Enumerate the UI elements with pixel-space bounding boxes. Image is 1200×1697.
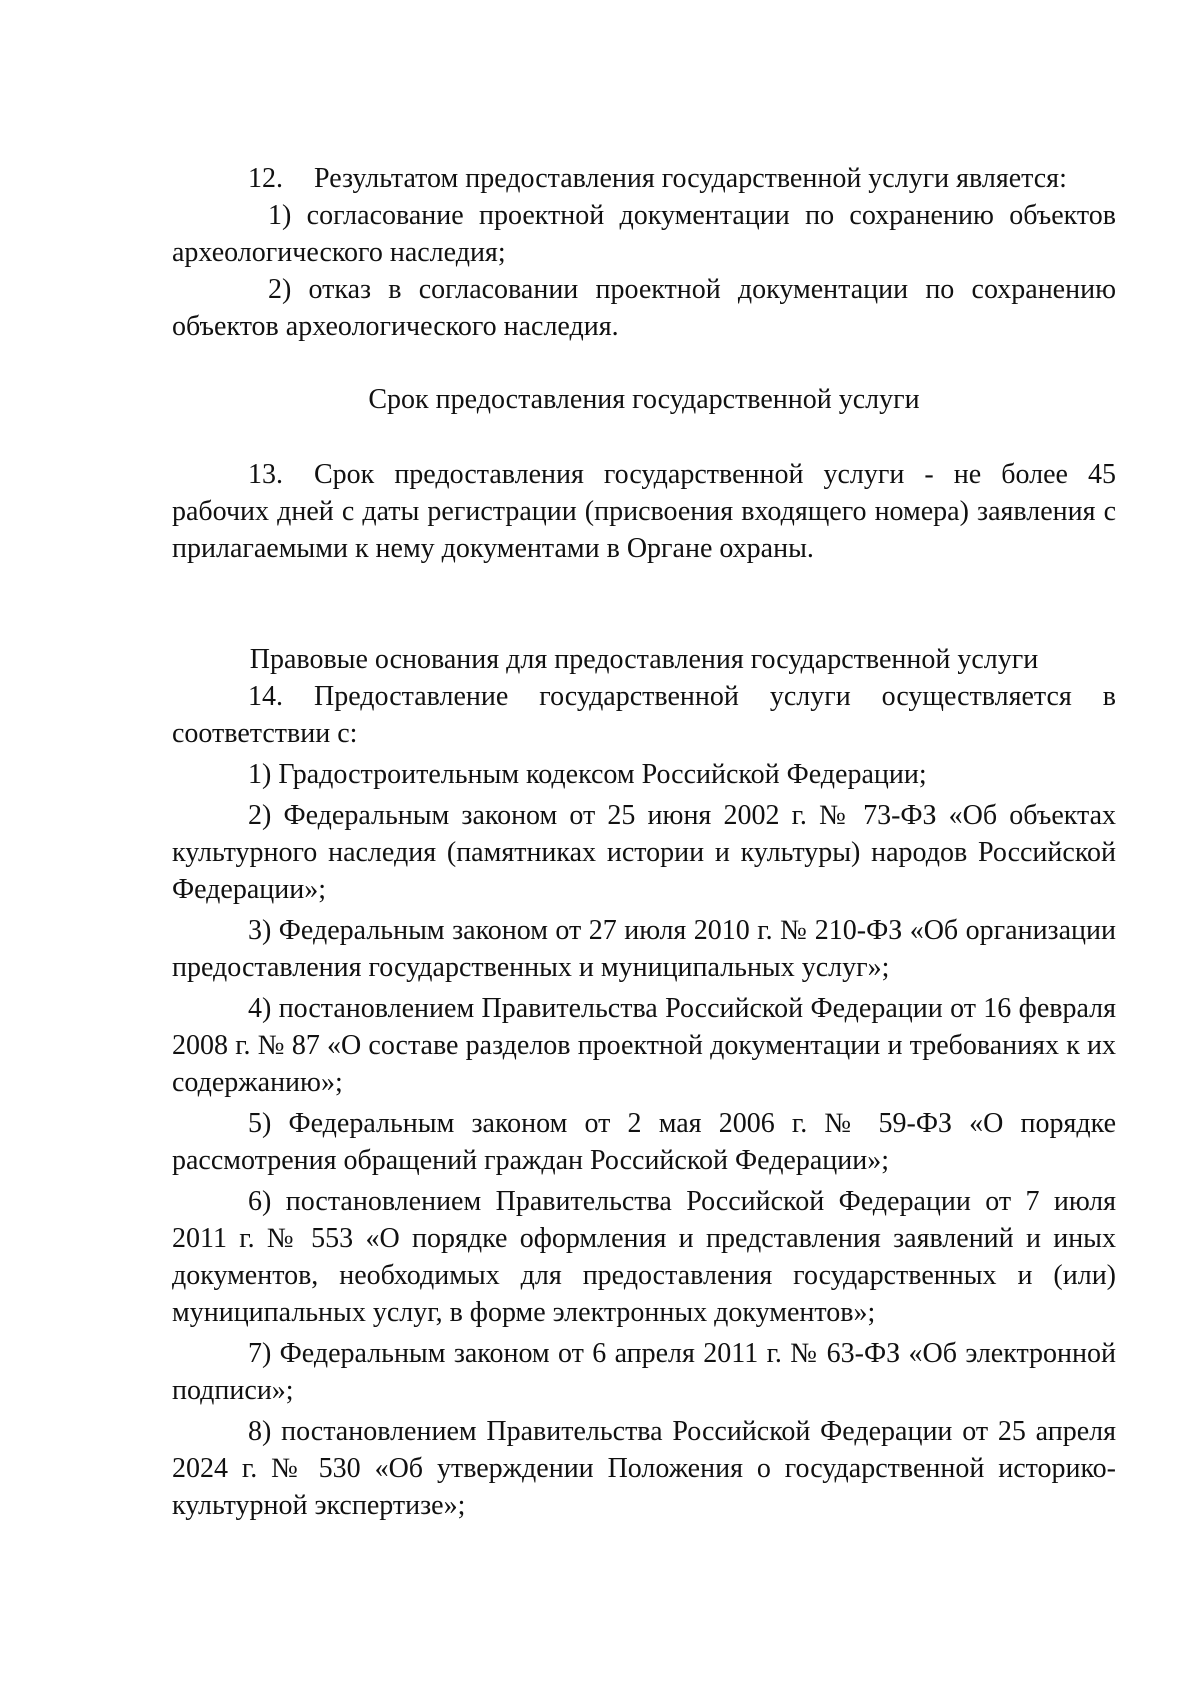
list-item: 1) согласование проектной документации по сохранению объектов археологического наследия;: [172, 200, 1116, 268]
paragraph-13: [172, 456, 1116, 567]
list-item: 4) постановлением Правительства Российской Федерации от 16 февраля 2008 г. № 87 «О составе разделов проектной документации и требованиях к их содержанию»;: [172, 993, 1116, 1098]
list-item: 3) Федеральным законом от 27 июля 2010 г. № 210-ФЗ «Об организации предоставления государственных и муниципальных услуг»;: [172, 915, 1116, 983]
spacer: [172, 418, 1116, 456]
paragraph-number: 14.: [248, 681, 283, 712]
section-heading-legal: Правовые основания для предоставления государственной услуги: [249, 644, 1039, 675]
list-item: 8) постановлением Правительства Российской Федерации от 25 апреля 2024 г. № 530 «Об утверждении Положения о государственной историко-культурной экспертизе»;: [172, 1416, 1116, 1521]
list-item: 7) Федеральным законом от 6 апреля 2011 г. № 63-ФЗ «Об электронной подписи»;: [172, 1338, 1116, 1406]
list-item: 6) постановлением Правительства Российской Федерации от 7 июля 2011 г. № 553 «О порядке оформления и представления заявлений и иных документов, необходимых для предоставления государственных и (или) муниципальных услуг, в форме электронных документов»;: [172, 1186, 1116, 1328]
list-item: 1) Градостроительным кодексом Российской Федерации;: [248, 759, 927, 790]
list-item: 5) Федеральным законом от 2 мая 2006 г. № 59-ФЗ «О порядке рассмотрения обращений граждан Российской Федерации»;: [172, 1108, 1116, 1176]
paragraph-14: [172, 678, 1116, 752]
paragraph-number: 12.: [248, 163, 283, 194]
document-body: [172, 160, 1116, 1524]
paragraph-number: 13.: [248, 459, 283, 490]
paragraph-text: Срок предоставления государственной услуги - не более 45 рабочих дней с даты регистрации (присвоения входящего номера) заявления с прилагаемыми к нему документами в Органе охраны.: [172, 459, 1116, 564]
paragraph-12: [172, 160, 1116, 197]
section-heading-term: Срок предоставления государственной услуги: [368, 384, 920, 415]
paragraph-text: Предоставление государственной услуги осуществляется в соответствии с:: [172, 681, 1116, 749]
paragraph-text: Результатом предоставления государственной услуги является:: [314, 163, 1067, 194]
list-item: 2) Федеральным законом от 25 июня 2002 г. № 73-ФЗ «Об объектах культурного наследия (памятниках истории и культуры) народов Российской Федерации»;: [172, 800, 1116, 905]
spacer: [172, 345, 1116, 381]
list-item: 2) отказ в согласовании проектной документации по сохранению объектов археологического наследия.: [172, 274, 1116, 342]
spacer: [172, 567, 1116, 641]
